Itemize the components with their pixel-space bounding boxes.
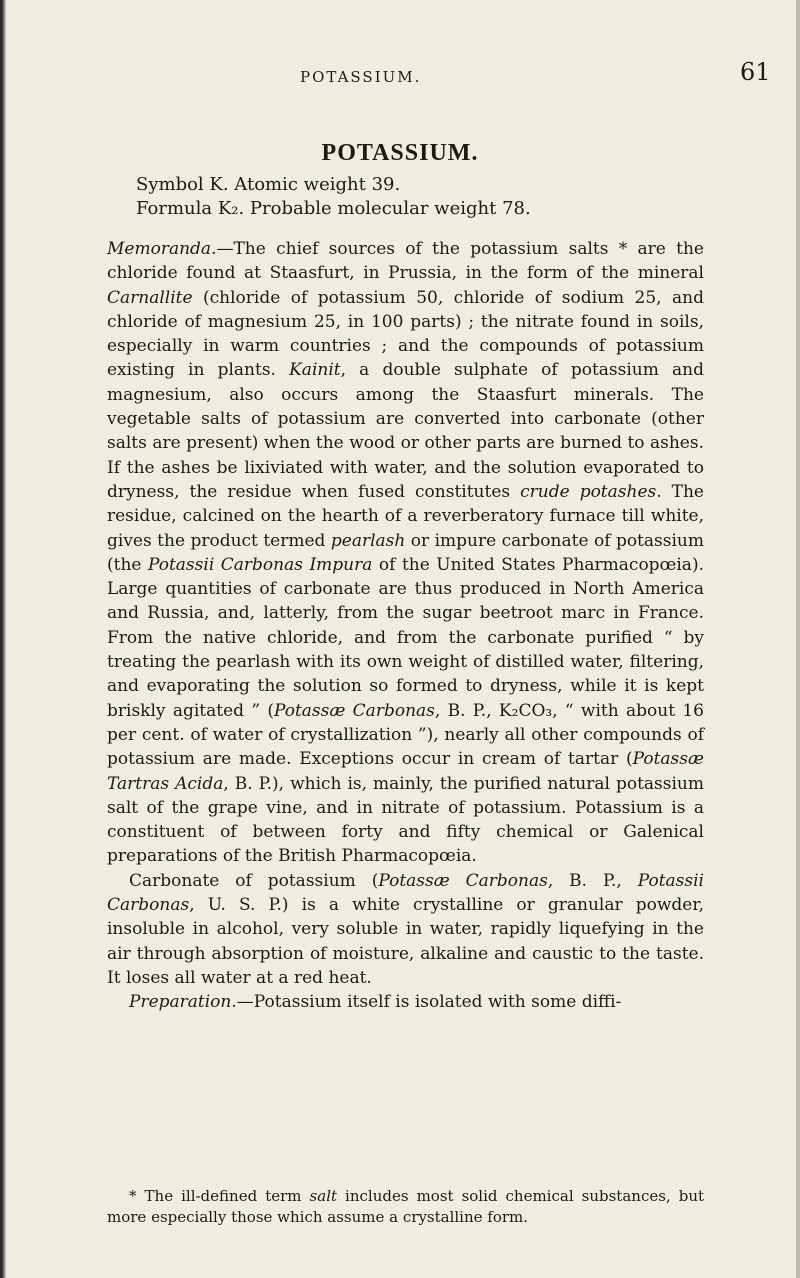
italic-term: Kainit <box>289 360 341 381</box>
italic-term: crude potashes <box>520 481 657 502</box>
text-run: , U. S. P.) is a white crystalline or granular powder, insoluble in alcohol, very soluble in water, rapidly liquefying in the air through absorption of moisture, alkaline and caustic to the taste. It loses all water at a red heat. <box>107 895 704 988</box>
text-run: (chloride of potassium 50, chloride of sodium 25, and chloride of magnesium 25, in 100 parts) ; the nitrate found in soils, especially in warm countries ; and the compounds of potassium existing in plants. <box>107 287 704 381</box>
paragraph-heading: Memoranda. <box>107 239 217 259</box>
paragraph-heading: Preparation. <box>129 992 237 1013</box>
text-run: of the United States Pharmacopœia). Large quantities of carbonate are thus produced in North America and Russia, and, latterly, from the sugar beetroot marc in France. From the native chloride, and from the carbonate purified “ by treating the pearlash with its own weight of distilled water, filtering, and evaporating the solution so formed to dryness, while it is kept briskly agitated ” ( <box>107 554 704 721</box>
binding-edge <box>0 0 6 1278</box>
footnote <box>107 1186 704 1228</box>
italic-term: Potassii Carbonas Impura <box>147 554 373 575</box>
text-run: includes most solid chemical substances, but more especially those which assume a crystalline form. <box>107 1187 705 1226</box>
italic-term: Potassæ Carbonas <box>378 870 548 891</box>
text-run: —The chief sources of the potassium salts * are the chloride found at Staasfurt, in Prussia, in the form of the mineral <box>107 239 704 284</box>
text-run: or impure carbonate of potassium (the <box>107 530 704 575</box>
italic-term: Potassæ Tartras Acida <box>107 749 704 794</box>
text-run: —Potassium itself is isolated with some diffi- <box>236 992 622 1013</box>
paragraph-preparation <box>107 990 704 1014</box>
paragraph-memoranda <box>107 237 704 869</box>
text-run: , B. P., <box>547 870 638 891</box>
paragraph-carbonate <box>107 869 704 990</box>
text-run: * The ill-defined term <box>129 1187 310 1205</box>
page-number: 61 <box>740 58 771 86</box>
page-edge <box>796 0 800 1278</box>
italic-term: pearlash <box>330 530 406 551</box>
italic-term: Potassæ Carbonas <box>273 700 435 721</box>
text-run: , a double sulphate of potassium and magnesium, also occurs among the Staasfurt minerals. The vegetable salts of potassium are converted into carbonate (other salts are present) when the wood or other parts are burned to ashes. If the ashes be lixiviated with water, and the solution evaporated to dryness, the residue when fused constitutes <box>107 360 704 502</box>
text-run: Carbonate of potassium ( <box>129 870 379 891</box>
italic-term: Carnallite <box>107 287 193 308</box>
section-title: POTASSIUM. <box>321 140 479 166</box>
body-text <box>107 237 704 1015</box>
italic-term: Potassii Carbonas <box>107 870 704 916</box>
italic-term: salt <box>309 1187 338 1205</box>
text-run: , B. P., K₂CO₃, “ with about 16 per cent. of water of crystallization ”), nearly all other compounds of potassium are made. Exceptions occur in cream of tartar ( <box>107 700 704 770</box>
formula-line: Formula K₂. Probable molecular weight 78. <box>136 198 531 219</box>
symbol-line: Symbol K. Atomic weight 39. <box>136 174 401 195</box>
text-run: , B. P.), which is, mainly, the purified natural potassium salt of the grape vine, and in nitrate of potassium. Potassium is a constituent of between forty and fifty chemical or Galenical preparations of the British Pharmacopœia. <box>107 773 704 867</box>
running-head: POTASSIUM. <box>300 68 422 86</box>
text-run: . The residue, calcined on the hearth of a reverberatory furnace till white, gives the product termed <box>107 481 704 551</box>
